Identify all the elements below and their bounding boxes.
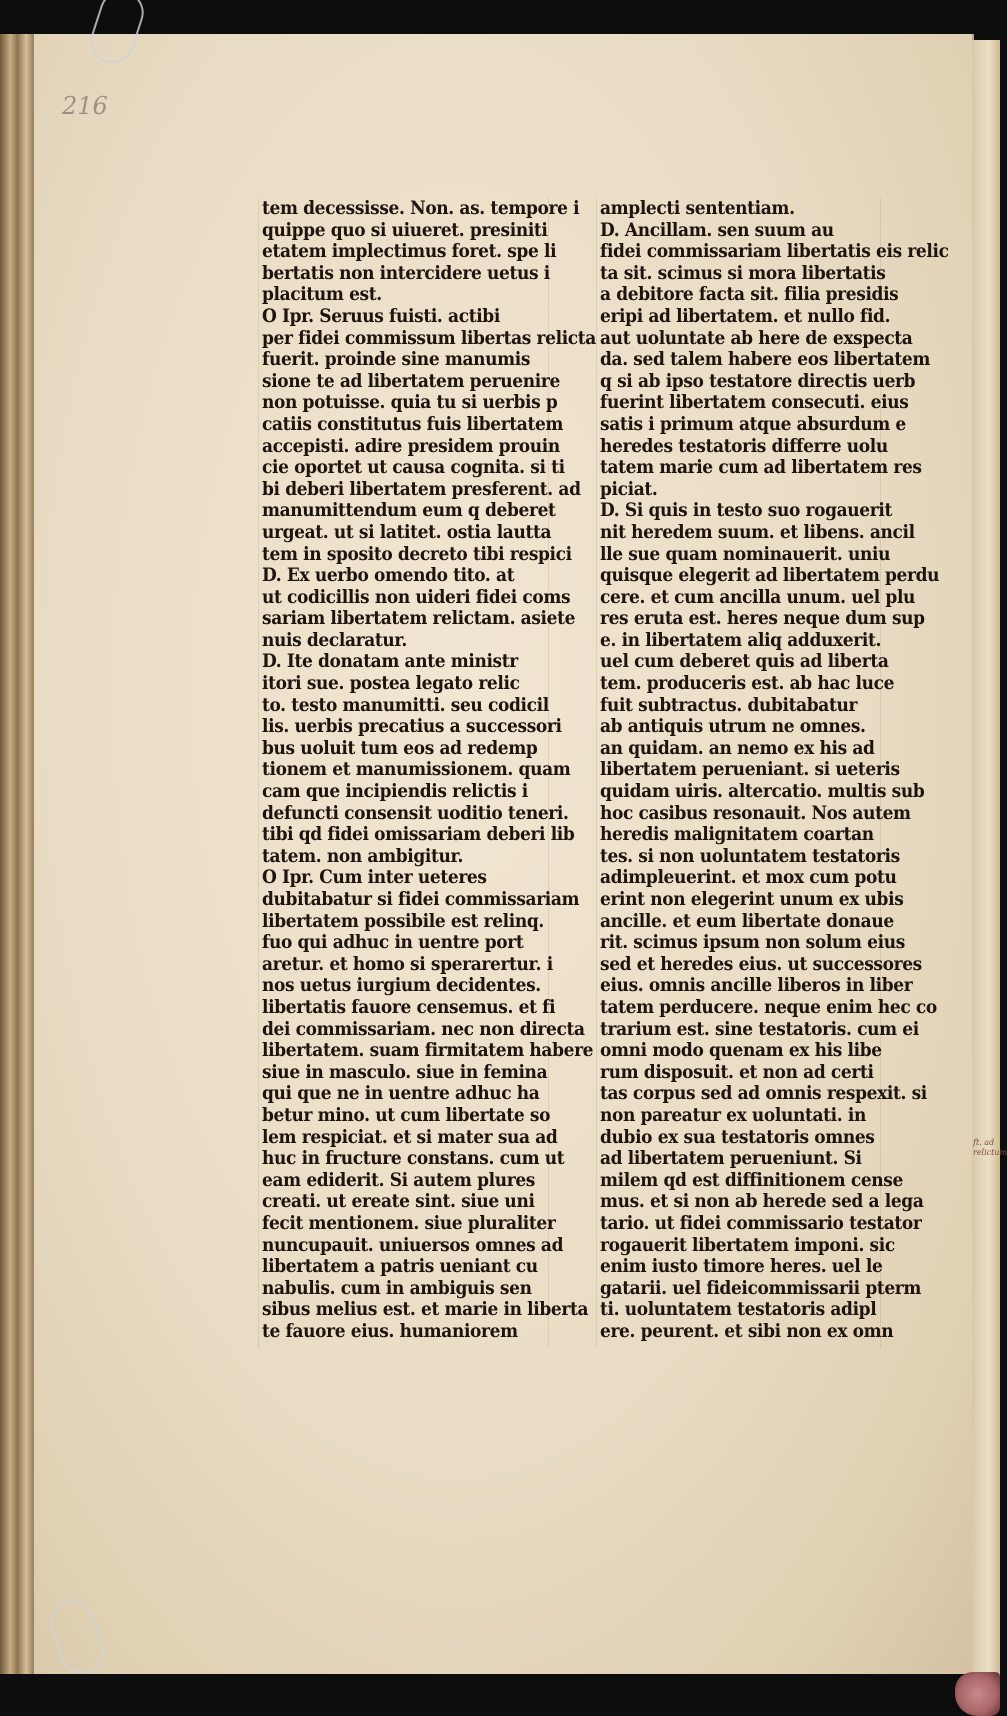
text-line: non pareatur ex uoluntati. in [600,1104,866,1126]
text-line: libertatem perueniant. si ueteris [600,759,900,781]
text-line: lle sue quam nominauerit. uniu [600,543,891,565]
text-line: tes. si non uoluntatem testatoris [600,845,900,867]
binding-tie [955,1672,1000,1716]
text-line: betur mino. ut cum libertate so [262,1104,551,1126]
text-line: e. in libertatem aliq adduxerit. [600,629,882,651]
text-line: res eruta est. heres neque dum sup [600,608,925,630]
text-line: erint non elegerint unum ex ubis [600,889,904,910]
text-line: enim iusto timore heres. uel le [600,1256,883,1278]
text-line: bertatis non intercidere uetus i [262,262,550,284]
text-line: nabulis. cum in ambiguis sen [262,1277,532,1299]
text-line: D. Ancillam. sen suum au [600,219,834,241]
text-line: quisque elegerit ad libertatem perdu [600,565,940,587]
text-line: D. Ex uerbo omendo tito. at [262,565,515,587]
text-line: quippe quo si uiueret. presiniti [262,219,548,241]
left-text-column [262,198,596,1342]
text-line: rum disposuit. et non ad certi [600,1061,874,1083]
text-line: huc in fructure constans. cum ut [262,1148,565,1170]
text-line: an quidam. an nemo ex his ad [600,737,875,759]
text-line: tem decessisse. Non. as. tempore i [262,198,580,219]
text-line: eius. omnis ancille liberos in liber [600,975,913,997]
text-line: ad libertatem perueniunt. Si [600,1148,862,1170]
text-line: libertatem possibile est relinq. [262,910,544,932]
text-line: sed et heredes eius. ut successores [600,953,922,975]
text-line: piciat. [600,478,658,500]
text-line: tibi qd fidei omissariam deberi lib [262,824,575,846]
text-line: tem in sposito decreto tibi respici [262,543,572,565]
text-line: nuncupauit. uniuersos omnes ad [262,1234,564,1256]
text-line: trarium est. sine testatoris. cum ei [600,1018,919,1040]
margin-annotation: ft. ad relictum [973,1138,1007,1157]
text-line: cie oportet ut causa cognita. si ti [262,457,565,479]
text-line: ta sit. scimus si mora libertatis [600,262,886,284]
text-line: gatarii. uel fideicommissarii pterm [600,1277,922,1299]
text-line: D. Si quis in testo suo rogauerit [600,500,892,522]
text-line: siue in masculo. siue in femina [262,1061,548,1083]
text-line: adimpleuerint. et mox cum potu [600,867,897,889]
text-line: fecit mentionem. siue pluraliter [262,1212,556,1234]
right-text-column [600,198,949,1342]
text-line: fuerit. proinde sine manumis [262,349,531,371]
text-line: dubio ex sua testatoris omnes [600,1126,875,1148]
text-line: cere. et cum ancilla unum. uel plu [600,586,916,608]
text-line: per fidei commissum libertas relicta [262,327,596,349]
text-line: dubitabatur si fidei commissariam [262,889,580,910]
text-line: sione te ad libertatem peruenire [262,370,560,392]
text-line: tem. produceris est. ab hac luce [600,673,895,695]
text-line: q si ab ipso testatore directis uerb [600,370,916,392]
text-line: cam que incipiendis relictis i [262,781,528,803]
text-line: heredis malignitatem coartan [600,824,874,846]
text-line: non potuisse. quia tu si uerbis p [262,392,558,414]
text-line: libertatem. suam firmitatem habere [262,1040,594,1062]
text-line: catiis constitutus fuis libertatem [262,413,564,435]
text-line: placitum est. [262,284,382,306]
text-line: uel cum deberet quis ad liberta [600,651,889,673]
text-line: ut codicillis non uideri fidei coms [262,586,571,608]
text-line: etatem implectimus foret. spe li [262,241,557,263]
facing-page-edge [972,40,1007,1680]
text-line: tatem marie cum ad libertatem res [600,457,922,479]
text-line: aretur. et homo si sperarertur. i [262,953,553,975]
text-line: omni modo quenam ex his libe [600,1040,882,1062]
text-line: rit. scimus ipsum non solum eius [600,932,905,954]
text-line: defuncti consensit uoditio teneri. [262,802,569,824]
text-line: ere. peurent. et sibi non ex omn [600,1320,894,1342]
text-line: fidei commissariam libertatis eis relic [600,241,949,263]
text-line: da. sed talem habere eos libertatem [600,349,931,371]
text-line: creati. ut ereate sint. siue uni [262,1191,535,1213]
text-line: tas corpus sed ad omnis respexit. si [600,1083,927,1105]
text-line: a debitore facta sit. filia presidis [600,284,899,306]
text-line: lem respiciat. et si mater sua ad [262,1126,558,1148]
ruling-line [258,198,259,1348]
text-line: libertatis fauore censemus. et fi [262,996,556,1018]
text-line: to. testo manumitti. seu codicil [262,694,549,716]
text-line: heredes testatoris differre uolu [600,435,888,457]
text-line: dei commissariam. nec non directa [262,1018,585,1040]
text-line: fuo qui adhuc in uentre port [262,932,524,954]
text-line: urgeat. ut si latitet. ostia lautta [262,521,552,543]
text-line: qui que ne in uentre adhuc ha [262,1083,540,1105]
ruling-line [596,198,597,1348]
text-line: manumittendum eum q deberet [262,500,556,522]
text-line: lis. uerbis precatius a successori [262,716,562,738]
text-line: ab antiquis utrum ne omnes. [600,716,866,738]
text-line: libertatem a patris ueniant cu [262,1256,538,1278]
text-line: bus uoluit tum eos ad redemp [262,737,538,759]
text-line: itori sue. postea legato relic [262,673,520,695]
text-line: nit heredem suum. et libens. ancil [600,521,915,543]
text-line: te fauore eius. humaniorem [262,1320,518,1342]
text-line: accepisti. adire presidem prouin [262,435,560,457]
text-line: tionem et manumissionem. quam [262,759,571,781]
text-line: eripi ad libertatem. et nullo fid. [600,305,891,327]
text-line: sibus melius est. et marie in liberta [262,1299,589,1321]
text-line: D. Ite donatam ante ministr [262,651,518,673]
text-line: tatem perducere. neque enim hec co [600,996,937,1018]
text-line: aut uoluntate ab here de exspecta [600,327,913,349]
text-line: ancille. et eum libertate donaue [600,910,894,932]
text-line: rogauerit libertatem imponi. sic [600,1234,895,1256]
text-line: quidam uiris. altercatio. multis sub [600,781,925,803]
text-line: fuerint libertatem consecuti. eius [600,392,909,414]
text-line: mus. et si non ab herede sed a lega [600,1191,924,1213]
text-line: ti. uoluntatem testatoris adipl [600,1299,877,1321]
text-line: tario. ut fidei commissario testator [600,1212,922,1234]
text-line: nuis declaratur. [262,629,407,651]
folio-number: 216 [62,92,108,120]
text-line: amplecti sententiam. [600,198,795,219]
text-line: sariam libertatem relictam. asiete [262,608,576,630]
text-line: eam ediderit. Si autem plures [262,1169,536,1191]
text-line: hoc casibus resonauit. Nos autem [600,802,911,824]
text-line: O Ipr. Seruus fuisti. actibi [262,305,500,327]
text-line: bi deberi libertatem presferent. ad [262,478,581,500]
text-line: O Ipr. Cum inter ueteres [262,867,487,889]
text-line: milem qd est diffinitionem cense [600,1169,903,1191]
text-line: satis i primum atque absurdum e [600,413,906,435]
text-line: fuit subtractus. dubitabatur [600,694,858,716]
text-line: nos uetus iurgium decidentes. [262,975,541,997]
text-line: tatem. non ambigitur. [262,845,464,867]
